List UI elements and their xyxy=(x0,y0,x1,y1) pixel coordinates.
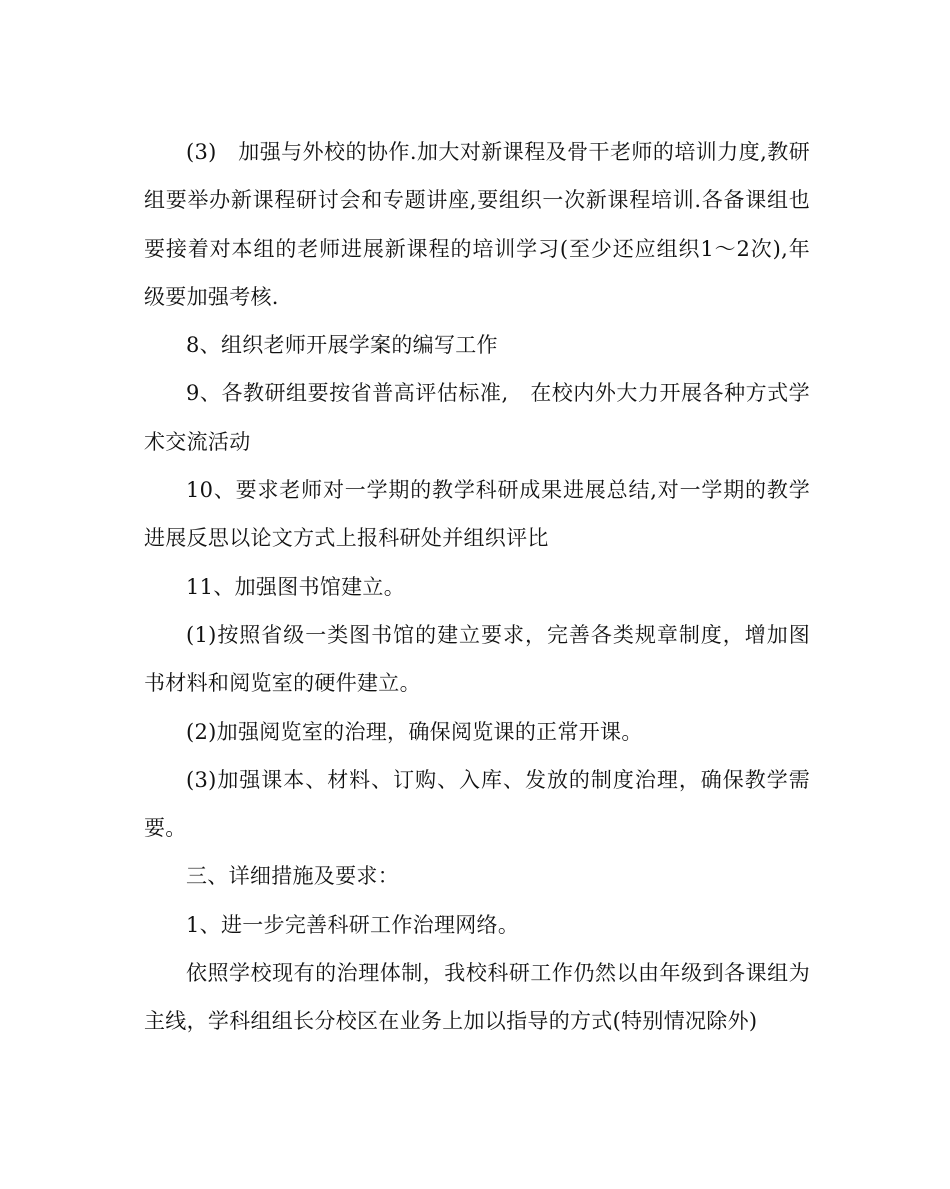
paragraph-library-2: (2)加强阅览室的治理，确保阅览课的正常开课。 xyxy=(186,719,643,744)
paragraph-item-8: 8、组织老师开展学案的编写工作 xyxy=(186,333,498,358)
paragraph-library-1: (1)按照省级一类图书馆的建立要求，完善各类规章制度，增加图书材料和阅览室的硬件建立。 xyxy=(144,622,810,696)
paragraph-library-3: (3)加强课本、材料、订购、入库、发放的制度治理，确保教学需要。 xyxy=(144,767,810,841)
paragraph-management-system: 依照学校现有的治理体制，我校科研工作仍然以由年级到各课组为主线，学科组组长分校区在业务上加以指导的方式(特别情况除外) xyxy=(144,961,810,1034)
paragraph-measure-1: 1、进一步完善科研工作治理网络。 xyxy=(186,912,520,937)
document-body xyxy=(144,128,810,1046)
paragraph-teacher-training: (3) 加强与外校的协作.加大对新课程及骨干老师的培训力度,教研组要举办新课程研讨会和专题讲座,要组织一次新课程培训.各备课组也要接着对本组的老师进展新课程的培训学习(至少还应组织1～2次),年级要加强考核. xyxy=(144,140,810,309)
paragraph-item-11: 11、加强图书馆建立。 xyxy=(186,574,406,599)
paragraph-item-10: 10、要求老师对一学期的教学科研成果进展总结,对一学期的教学进展反思以论文方式上报科研处并组织评比 xyxy=(144,478,810,551)
section-heading-measures: 三、详细措施及要求： xyxy=(186,864,399,889)
paragraph-item-9: 9、各教研组要按省普高评估标准, 在校内外大力开展各种方式学术交流活动 xyxy=(144,381,810,454)
